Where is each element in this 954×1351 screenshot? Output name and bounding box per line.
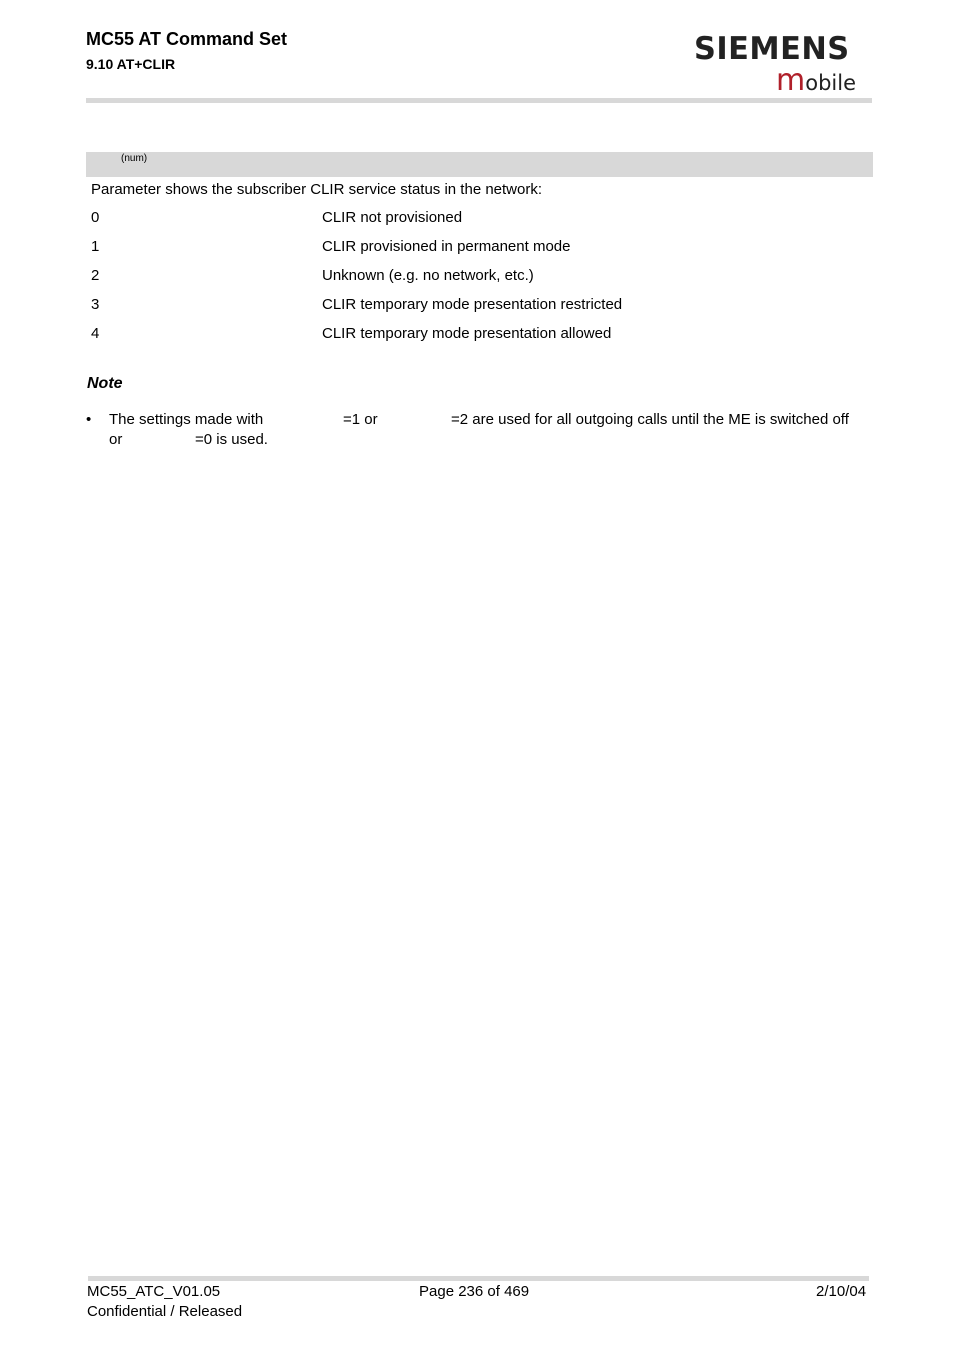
mobile-logo-rest: obile xyxy=(805,71,857,95)
footer-date: 2/10/04 xyxy=(816,1283,867,1300)
document-title: MC55 AT Command Set xyxy=(86,29,288,49)
value-row xyxy=(0,238,954,258)
note-text: =1 or xyxy=(343,411,378,428)
value-description: CLIR temporary mode presentation allowed xyxy=(322,325,612,342)
footer-page-number: Page 236 of 469 xyxy=(419,1283,530,1300)
value-row xyxy=(0,325,954,345)
value-key: 3 xyxy=(91,296,100,313)
value-key: 2 xyxy=(91,267,100,284)
value-key: 4 xyxy=(91,325,100,342)
note-heading: Note xyxy=(87,375,123,392)
value-row xyxy=(0,296,954,316)
siemens-logo: SIEMENS xyxy=(694,31,850,67)
value-description: CLIR provisioned in permanent mode xyxy=(322,238,571,255)
section-title: 9.10 AT+CLIR xyxy=(86,56,176,72)
value-row xyxy=(0,267,954,287)
value-description: CLIR temporary mode presentation restricted xyxy=(322,296,623,313)
value-description: Unknown (e.g. no network, etc.) xyxy=(322,267,534,284)
parameter-description: Parameter shows the subscriber CLIR service status in the network: xyxy=(91,181,543,198)
mobile-logo xyxy=(776,63,856,98)
header-divider xyxy=(86,98,872,103)
mobile-logo-m: m xyxy=(776,63,806,98)
note-text: =2 are used for all outgoing calls until the ME is switched off xyxy=(451,411,849,428)
parameter-type-label: (num) xyxy=(121,153,148,164)
value-row xyxy=(0,209,954,229)
footer-classification: Confidential / Released xyxy=(87,1303,243,1320)
footer-document-id: MC55_ATC_V01.05 xyxy=(87,1283,221,1300)
note-text: or xyxy=(109,431,123,448)
parameter-header-bar xyxy=(86,152,873,177)
bullet-point: • xyxy=(86,411,92,428)
value-key: 1 xyxy=(91,238,100,255)
note-text: =0 is used. xyxy=(195,431,268,448)
value-description: CLIR not provisioned xyxy=(322,209,463,226)
footer-divider xyxy=(88,1276,869,1281)
value-key: 0 xyxy=(91,209,100,226)
note-text: The settings made with xyxy=(109,411,264,428)
